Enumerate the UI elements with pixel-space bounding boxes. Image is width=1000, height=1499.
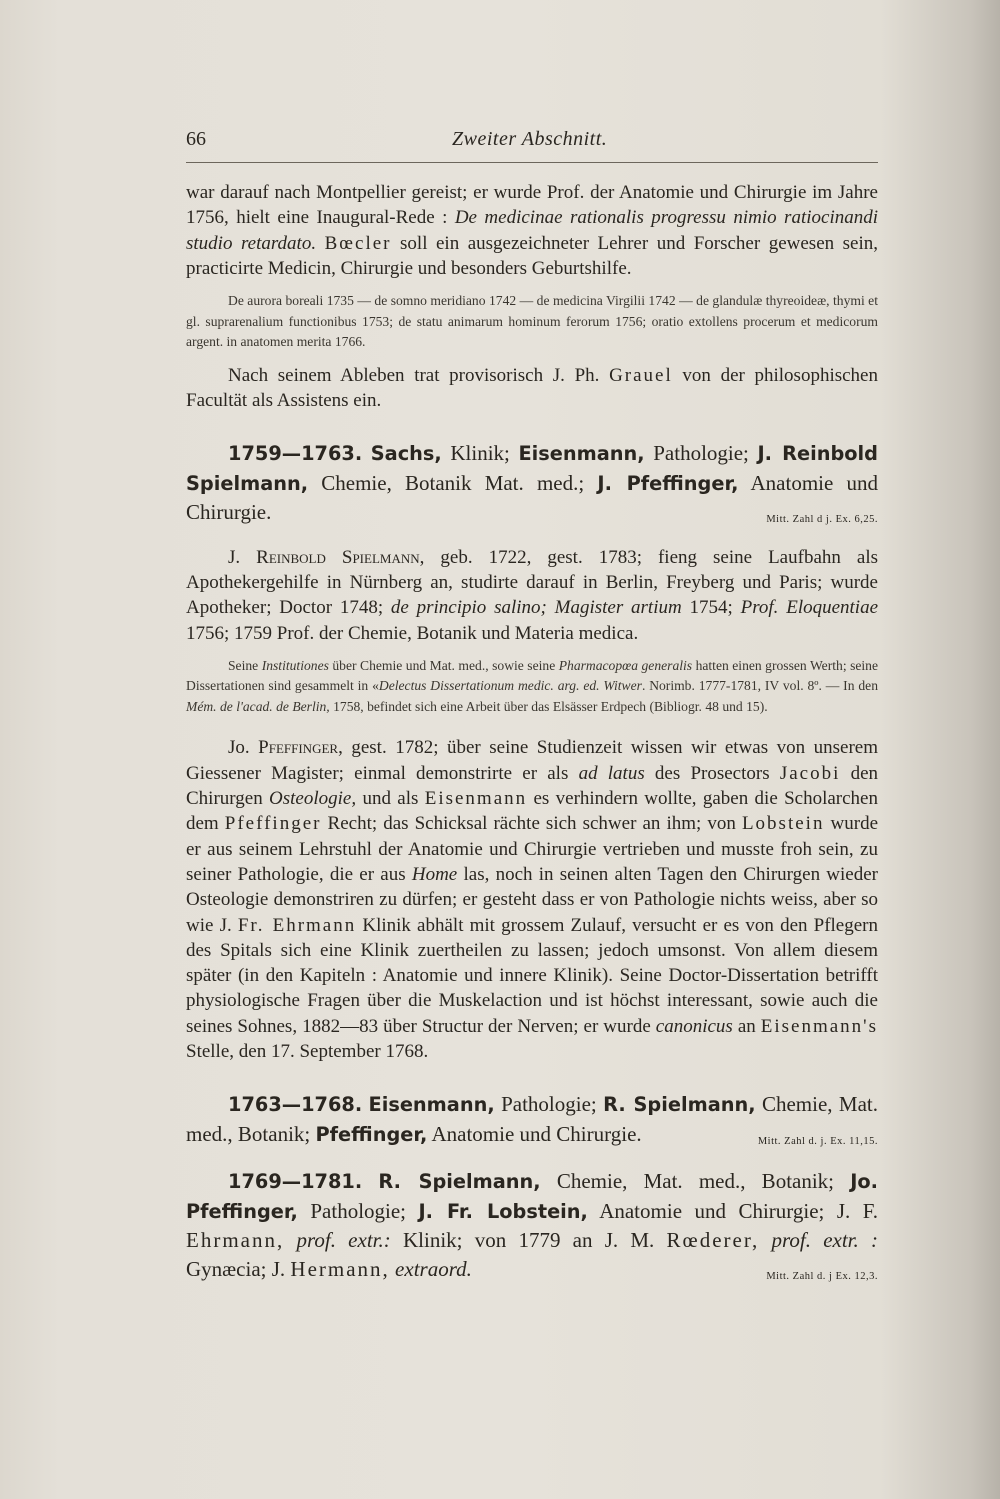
- header-rule: [186, 162, 878, 163]
- year-range: 1759—1763.: [228, 442, 363, 466]
- person-name: Pfeffinger: [258, 737, 339, 759]
- boecler-paragraph: war darauf nach Montpellier gereist; er wurde Prof. der Anatomie und Chirurgie im Jahre 1756, hielt eine Inaugural-Rede : De medicinae rationalis progressu nimio ratiocinandi studio retardato. Bœcler soll ein ausgezeichneter Lehrer und Forscher gewesen sein, practicirte Medicin, Chirurgie und besonders Geburtshilfe.: [186, 182, 879, 279]
- page-header: [186, 128, 878, 158]
- page-body: [186, 180, 878, 1291]
- spielmann-works-note: Seine Institutiones über Chemie und Mat. med., sowie seine Pharmacopœa generalis hatten einen grossen Werth; seine Dissertationen sind gesammelt in «Delectus Dissertationum medic. arg. ed. Witwer. Norimb. 1777-1781, IV vol. 8º. — In den Mém. de l'acad. de Berlin, 1758, befindet sich eine Arbeit über das Elsässer Erdpech (Bibliogr. 48 und 15).: [186, 657, 879, 714]
- dissertation-title: De medicinae rationalis progressu nimio ratiocinandi studio retardato.: [186, 207, 878, 254]
- source-reference: Mitt. Zahl d j. Ex. 6,25.: [766, 514, 878, 526]
- person-name: Bœcler: [324, 232, 392, 254]
- spielmann-biography: J. Reinbold Spielmann, geb. 1722, gest. 1783; fieng seine Laufbahn als Apothekergehilfe in Nürnberg an, studirte darauf in Berlin, Freyberg und Paris; wurde Apotheker; Doctor 1748; de principio salino; Magister artium 1754; Prof. Eloquentiae 1756; 1759 Prof. der Chemie, Botanik und Materia medica.: [186, 546, 879, 644]
- boecler-works-note: De aurora boreali 1735 — de somno meridiano 1742 — de medicina Virgilii 1742 — de glandulæ thyreoideæ, thymi et gl. suprarenalium functionibus 1753; de statu animarum hominum ferorum 1756; oratio extollens procerum et medicorum argent. in anatomen merita 1766.: [186, 293, 878, 350]
- grauel-paragraph: Nach seinem Ableben trat provisorisch J. Ph. Grauel von der philosophischen Facultät als Assistens ein.: [186, 364, 878, 411]
- source-reference: Mitt. Zahl d. j. Ex. 11,15.: [757, 1135, 878, 1147]
- section-heading-1769: 1769—1781. R. Spielmann, Chemie, Mat. med., Botanik; Jo. Pfeffinger, Pathologie; J. Fr. Lobstein, Anatomie und Chirurgie; J. F. Ehrmann, prof. extr.: Klinik; von 1779 an J. M. Rœderer, prof. extr. : Gynæcia; J. Hermann, extraord. Mitt. Zahl d. j Ex. 12,3.: [186, 1167, 878, 1283]
- person-name: Grauel: [609, 364, 673, 386]
- running-title: Zweiter Abschnitt.: [452, 128, 608, 150]
- person-name: Reinbold Spielmann: [256, 546, 420, 568]
- page-number: 66: [186, 128, 206, 150]
- year-range: 1763—1768.: [228, 1093, 363, 1117]
- year-range: 1769—1781.: [228, 1170, 363, 1194]
- section-heading-1759: 1759—1763. Sachs, Klinik; Eisenmann, Pathologie; J. Reinbold Spielmann, Chemie, Botanik Mat. med.; J. Pfeffinger, Anatomie und Chirurgie. Mitt. Zahl d j. Ex. 6,25.: [186, 439, 878, 527]
- pfeffinger-biography: Jo. Pfeffinger, gest. 1782; über seine Studienzeit wissen wir etwas von unserem Giessener Magister; einmal demonstrirte er als ad latus des Prosectors Jacobi den Chirurgen Osteologie, und als Eisenmann es verhindern wollte, gaben die Scholarchen dem Pfeffinger Recht; das Schicksal rächte sich schwer an ihm; von Lobstein wurde er aus seinem Lehrstuhl der Anatomie und Chirurgie vertrieben und musste froh sein, zu seiner Pathologie, die er aus Home las, noch in seinen alten Tagen den Chirurgen wieder Osteologie demonstriren zu dürfen; er gesteht dass er von Pathologie nichts weiss, aber so wie J. Fr. Ehrmann Klinik abhält mit grossem Zulauf, versucht er es von den Pflegern des Spitals sich eine Klinik zuertheilen zu lassen; jedoch umsonst. Von allem diesem später (in den Kapiteln : Anatomie und innere Klinik). Seine Doctor-Dissertation betrifft physiologische Fragen über die Muskelaction und ist höchst interessant, sowie auch die seines Sohnes, 1882—83 über Structur der Nerven; er wurde canonicus an Eisenmann's Stelle, den 17. September 1768.: [186, 737, 879, 1063]
- section-heading-1763: 1763—1768. Eisenmann, Pathologie; R. Spielmann, Chemie, Mat. med., Botanik; Pfeffinger, Anatomie und Chirurgie. Mitt. Zahl d. j. Ex. 11,15.: [186, 1090, 878, 1149]
- source-reference: Mitt. Zahl d. j Ex. 12,3.: [766, 1270, 878, 1282]
